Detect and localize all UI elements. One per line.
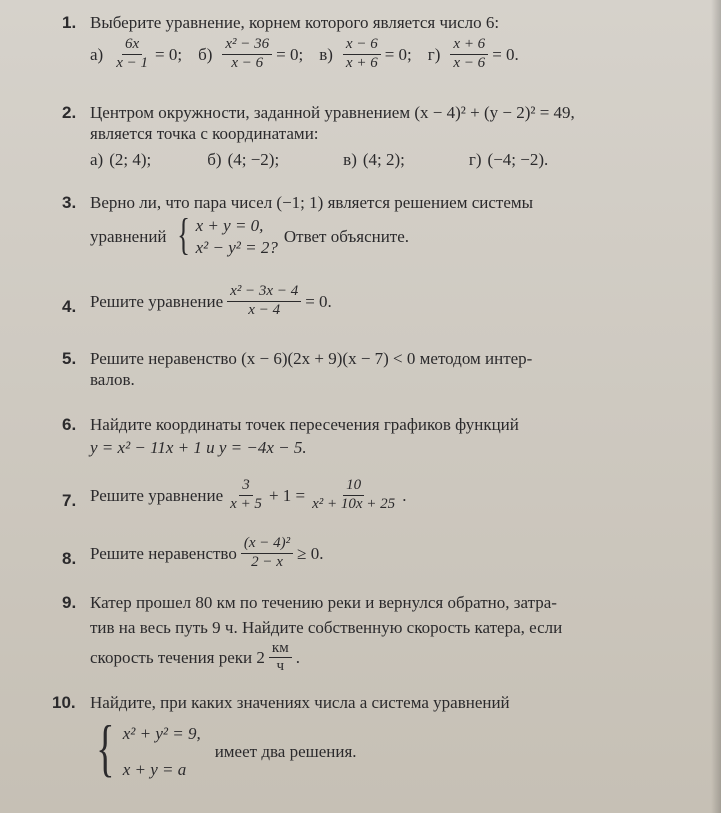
task-number: 5.	[62, 349, 77, 368]
task-3	[62, 192, 700, 260]
task-number: 10.	[52, 693, 76, 712]
fraction: $\frac{10}{\text{x² + 10x + 25}}$	[312, 477, 396, 512]
task-4	[62, 283, 700, 319]
task-text: Найдите координаты точек пересечения графиков функций	[90, 415, 519, 434]
task-text-line2: валов.	[90, 370, 135, 390]
task-text: Верно ли, что пара чисел (−1; 1) является решением системы	[90, 193, 534, 212]
task-10	[52, 692, 700, 784]
task-9	[62, 592, 700, 675]
task-number: 2.	[62, 103, 77, 122]
option-b: б) (4; −2);	[207, 149, 280, 169]
fraction: $\frac{6x}{x - 1}$	[116, 36, 148, 71]
unit-fraction: $\frac{км}{ч}$	[269, 641, 292, 676]
task-text: Выберите уравнение, корнем которого является число 6:	[90, 13, 500, 32]
task-1	[62, 12, 700, 72]
option-g: г) $\frac{x + 6}{x - 6}$ = 0.	[427, 36, 519, 71]
option-a: а) (2; 4);	[90, 149, 152, 169]
option-b: б) $\frac{\text{x² − 36}}{x - 6}$ = 0;	[198, 36, 304, 71]
task-2	[62, 102, 700, 170]
system-line: уравнений { x + y = 0, x² − y² = 2? Ответ объясните.	[90, 210, 410, 260]
task-number: 3.	[62, 193, 77, 212]
option-v: в) $\frac{x - 6}{x + 6}$ = 0;	[319, 36, 412, 71]
task-text: Центром окружности, заданной уравнением (x − 4)² + (y − 2)² = 49,	[90, 103, 575, 122]
task-text-line3: скорость течения реки 2 $\frac{км}{ч}$ .	[90, 639, 300, 675]
task-6	[62, 414, 700, 459]
task-number: 7.	[62, 491, 77, 510]
task-text: Решите неравенство $\frac{\text{(x − 4)²}}{2 - x}$ ≥ 0.	[90, 535, 324, 570]
answer-options	[90, 37, 700, 72]
task-5	[62, 348, 700, 391]
fraction: $\frac{x + 6}{x - 6}$	[450, 37, 488, 72]
task-text-line2: тив на весь путь 9 ч. Найдите собственную скорость катера, если	[90, 618, 563, 638]
option-g: г) (−4; −2).	[468, 149, 549, 169]
task-number: 6.	[62, 415, 77, 434]
task-text: Найдите, при каких значениях числа a система уравнений	[90, 693, 510, 712]
equation-system: { x² + y² = 9, x + y = a	[96, 712, 201, 784]
answer-options	[90, 149, 700, 170]
task-text-line2: является точка с координатами:	[90, 124, 319, 144]
task-text: Катер прошел 80 км по течению реки и вернулся обратно, затра-	[90, 593, 557, 612]
fraction: $\frac{\text{x² − 3x − 4}}{x - 4}$	[227, 284, 301, 319]
task-number: 1.	[62, 13, 77, 32]
task-number: 9.	[62, 593, 77, 612]
fraction: $\frac{x - 6}{x + 6}$	[343, 37, 381, 72]
option-a: а) $\frac{6x}{x - 1}$ = 0;	[90, 36, 183, 71]
task-text: Решите уравнение $\frac{3}{x + 5}$ + 1 = $\frac{10}{\text{x² + 10x + 25}}$ .	[90, 477, 407, 512]
brace-icon: {	[176, 210, 190, 260]
task-text: Решите уравнение $\frac{\text{x² − 3x − 4}}{x - 4}$ = 0.	[90, 283, 332, 318]
task-text: Решите неравенство (x − 6)(2x + 9)(x − 7) < 0 методом интер-	[90, 349, 533, 368]
fraction: $\frac{\text{x² − 36}}{x - 6}$	[222, 37, 272, 72]
fraction: $\frac{\text{(x − 4)²}}{2 - x}$	[241, 536, 293, 571]
fraction: $\frac{3}{x + 5}$	[230, 477, 262, 512]
task-7	[62, 477, 700, 513]
brace-icon: {	[96, 712, 115, 784]
system-line: { x² + y² = 9, x + y = a имеет два решения.	[90, 719, 700, 784]
equation-system: { x + y = 0, x² − y² = 2?	[176, 210, 278, 260]
page-shadow	[711, 0, 721, 813]
task-text-line2: y = x² − 11x + 1 и y = −4x − 5.	[90, 438, 307, 458]
option-v: в) (4; 2);	[343, 149, 405, 169]
task-8	[62, 535, 700, 571]
task-number: 8.	[62, 549, 77, 568]
task-number: 4.	[62, 297, 77, 316]
